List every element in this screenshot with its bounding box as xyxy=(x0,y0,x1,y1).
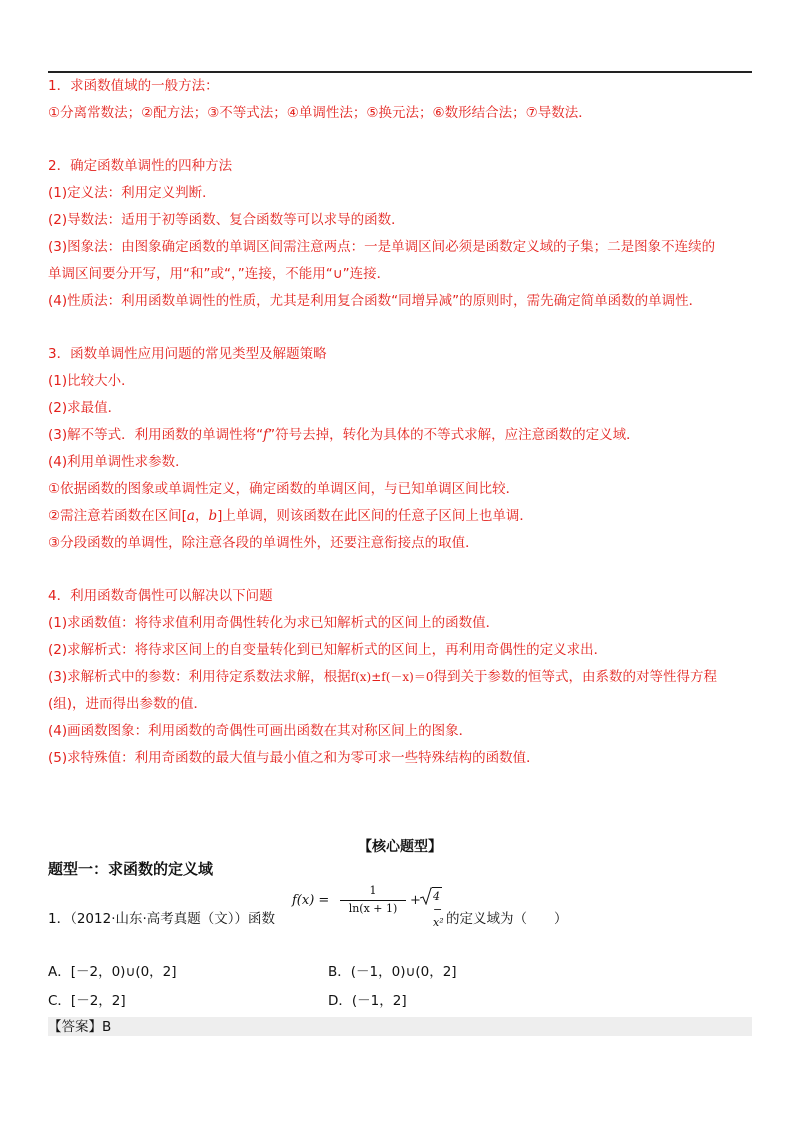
section3-line4: (4)利用单调性求参数． xyxy=(48,454,189,470)
answer-text: 【答案】B xyxy=(48,1019,112,1035)
section1-methods: ①分离常数法；②配方法；③不等式法；④单调性法；⑤换元法；⑥数形结合法；⑦导数法． xyxy=(48,105,592,121)
section4-line4: (4)画函数图象：利用函数的奇偶性可画出函数在其对称区间上的图象． xyxy=(48,723,473,739)
question-prefix: 1．（2012·山东·高考真题（文））函数 xyxy=(48,911,276,927)
top-rule xyxy=(48,71,752,73)
section4-line3b: (组)，进而得出参数的值． xyxy=(48,696,208,712)
section3-line1: (1)比较大小． xyxy=(48,373,135,389)
option-b[interactable]: B．(－1，0)∪(0，2] xyxy=(328,964,457,980)
domain-formula: f(x) = 1 ln(x + 1) + 4 − x² xyxy=(292,884,444,929)
section4-line5: (5)求特殊值：利用奇函数的最大值与最小值之和为零可求一些特殊结构的函数值． xyxy=(48,750,540,766)
question-suffix: 的定义域为（ ） xyxy=(446,911,568,927)
answer-bar xyxy=(48,1017,752,1036)
section3-case3: ③分段函数的单调性，除注意各段的单调性外，还要注意衔接点的取值． xyxy=(48,535,479,551)
section2-line3b: 单调区间要分开写，用“和”或“，”连接，不能用“∪”连接． xyxy=(48,266,391,282)
section3-case2: ②需注意若函数在区间[a，b]上单调，则该函数在此区间的任意子区间上也单调． xyxy=(48,508,533,524)
section3-case1: ①依据函数的图象或单调性定义，确定函数的单调区间，与已知单调区间比较． xyxy=(48,481,520,497)
option-a[interactable]: A．[－2，0)∪(0，2] xyxy=(48,964,177,980)
question-type-title: 题型一：求函数的定义域 xyxy=(48,860,214,878)
section4-line3: (3)求解析式中的参数：利用待定系数法求解，根据f(x)±f(－x)＝0得到关于参数的恒等式，由系数的对等性得方程 xyxy=(48,669,717,685)
section3-heading: 3．函数单调性应用问题的常见类型及解题策略 xyxy=(48,346,327,362)
section1-heading: 1．求函数值域的一般方法： xyxy=(48,78,219,94)
section4-heading: 4．利用函数奇偶性可以解决以下问题 xyxy=(48,588,273,604)
option-d[interactable]: D．(－1，2] xyxy=(328,993,407,1009)
section3-line3: (3)解不等式．利用函数的单调性将“f”符号去掉，转化为具体的不等式求解，应注意函数的定义域． xyxy=(48,427,640,443)
section2-line1: (1)定义法：利用定义判断． xyxy=(48,185,216,201)
section2-line4: (4)性质法：利用函数单调性的性质，尤其是利用复合函数“同增异减”的原则时，需先确定简单函数的单调性． xyxy=(48,293,703,309)
option-c[interactable]: C．[－2，2] xyxy=(48,993,126,1009)
section2-line3a: (3)图象法：由图象确定函数的单调区间需注意两点：一是单调区间必须是函数定义域的子集；二是图象不连续的 xyxy=(48,239,716,255)
section4-line2: (2)求解析式：将待求区间上的自变量转化到已知解析式的区间上，再利用奇偶性的定义求出． xyxy=(48,642,608,658)
section2-heading: 2．确定函数单调性的四种方法 xyxy=(48,158,233,174)
section2-line2: (2)导数法：适用于初等函数、复合函数等可以求导的函数． xyxy=(48,212,405,228)
section3-line2: (2)求最值． xyxy=(48,400,122,416)
section4-line1: (1)求函数值：将待求值利用奇偶性转化为求已知解析式的区间上的函数值． xyxy=(48,615,500,631)
core-types-title: 【核心题型】 xyxy=(358,839,442,855)
